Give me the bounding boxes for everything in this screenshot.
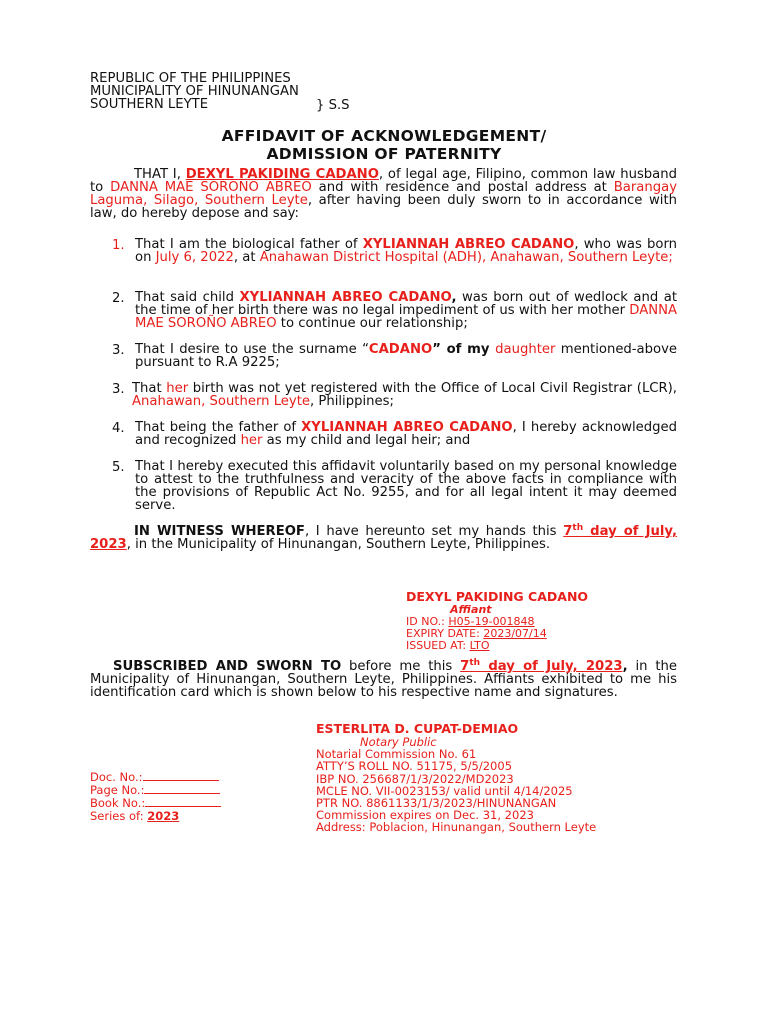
notary-role: Notary Public — [360, 735, 437, 749]
child-name: XYLIANNAH ABREO CADANO — [301, 420, 513, 435]
header-municipality: MUNICIPALITY OF HINUNANGAN — [90, 84, 299, 99]
series-year: 2023 — [147, 808, 180, 823]
item-text: , Philippines; — [310, 394, 394, 409]
child-name: XYLIANNAH ABREO CADANO — [362, 237, 575, 252]
notary-commission-expiry: Commission expires on Dec. 31, 2023 — [316, 808, 534, 823]
affiant-block — [406, 590, 588, 652]
relationship: daughter — [495, 342, 556, 357]
witness-day: 7 — [563, 524, 573, 539]
pronoun: her — [240, 433, 263, 448]
subscribed-text: before me this — [341, 659, 461, 674]
list-item — [132, 382, 677, 408]
doc-no — [90, 770, 221, 783]
page-no — [90, 783, 221, 796]
item-text: , I hereby acknowledged and recognized — [135, 420, 677, 448]
subscribed-month-year: day of July, 2023 — [480, 659, 623, 674]
item-text: That I hereby executed this affidavit voluntarily based on my personal knowledge to attest to the truthfulness and veracity of the above facts in compliance with the provisions of Republic Act No. 9255, and for all legal intent it may deemed serve. — [135, 459, 677, 513]
item-number: 3. — [112, 343, 125, 358]
document-header — [90, 72, 299, 111]
notary-mcle-no: MCLE NO. VII-0023153/ valid until 4/14/2025 — [316, 783, 573, 798]
surname: CADANO — [368, 342, 433, 357]
id-value: H05-19-001848 — [448, 615, 535, 628]
item-number: 2. — [112, 291, 125, 306]
expiry-label: EXPIRY DATE: — [406, 627, 484, 640]
witness-text: , I have hereunto set my hands this — [304, 524, 564, 539]
item-text: birth was not yet registered with the Office of Local Civil Registrar (LCR), — [188, 381, 677, 396]
item-text: That said child — [135, 290, 240, 305]
item-number: 1. — [112, 238, 125, 253]
list-item — [135, 291, 677, 330]
witness-text: , in the Municipality of Hinunangan, Southern Leyte, Philippines. — [126, 537, 551, 552]
issued-value: LTO — [469, 639, 490, 652]
birth-place: Anahawan District Hospital (ADH), Anahawan, Southern Leyte; — [259, 250, 673, 265]
notary-roll-no: ATTY’S ROLL NO. 51175, 5/5/2005 — [316, 759, 513, 774]
witness-paragraph — [90, 525, 677, 551]
list-item — [135, 343, 677, 369]
affiant-role: Affiant — [450, 603, 492, 616]
intro-text: and with residence and postal address at — [311, 180, 614, 195]
witness-lead: IN WITNESS WHEREOF — [134, 524, 305, 539]
residence-address: Barangay Laguma, Silago, Southern Leyte — [90, 180, 677, 208]
registry-place: Anahawan, Southern Leyte — [132, 394, 311, 409]
subscribed-lead: SUBSCRIBED AND SWORN TO — [113, 659, 342, 674]
page-no-label: Page No.: — [90, 783, 145, 798]
notary-name: ESTERLITA D. CUPAT-DEMIAO — [316, 721, 519, 736]
child-name: XYLIANNAH ABREO CADANO — [239, 290, 452, 305]
witness-month-year: day of July, 2023 — [90, 524, 677, 552]
item-number: 4. — [112, 421, 125, 436]
item-text: was born out of wedlock and at the time of her birth there was no legal impediment of us with her mother — [135, 290, 677, 318]
item-text: That I am the biological father of — [135, 237, 363, 252]
intro-text: , of legal age, Filipino, common law husband to — [90, 167, 677, 195]
mother-name: DANNA MAE SOROÑO ABREO — [135, 303, 677, 331]
witness-day-suffix: th — [572, 523, 584, 533]
item-text: , who was born on — [135, 237, 677, 265]
item-text: ” of my — [432, 342, 496, 357]
list-item — [135, 460, 677, 512]
title-line-1: AFFIDAVIT OF ACKNOWLEDGEMENT/ — [221, 127, 547, 145]
header-republic: REPUBLIC OF THE PHILIPPINES — [90, 71, 291, 86]
subscribed-text: in the Municipality of Hinunangan, Southern Leyte, Philippines. Affiants exhibited to me his identification card which is shown below to his respective name and signatures. — [90, 659, 678, 700]
birth-date: July 6, 2022 — [155, 250, 234, 265]
item-text: That — [132, 381, 167, 396]
intro-paragraph — [90, 168, 677, 220]
item-text: mentioned-above pursuant to R.A 9225; — [135, 342, 677, 370]
document-title — [0, 127, 768, 163]
doc-no-label: Doc. No.: — [90, 770, 143, 784]
item-text: , — [451, 290, 457, 305]
item-text: That I desire to use the surname “ — [135, 342, 369, 357]
partner-name: DANNA MAE SOROÑO ABREO — [110, 180, 312, 195]
item-text: That being the father of — [135, 420, 302, 435]
docinfo-block — [90, 770, 221, 822]
doc-no-blank[interactable] — [143, 770, 219, 781]
subscribed-text: , — [622, 659, 628, 674]
book-no-blank[interactable] — [145, 796, 221, 807]
notary-ptr-no: PTR NO. 8861133/1/3/2023/HINUNANGAN — [316, 796, 557, 811]
intro-text: , after having been duly sworn to in accordance with law, do hereby depose and say: — [90, 193, 677, 221]
item-text: as my child and legal heir; and — [262, 433, 471, 448]
expiry-value: 2023/07/14 — [483, 627, 547, 640]
item-number: 3. — [112, 382, 125, 397]
series-of — [90, 810, 221, 822]
list-item — [135, 421, 677, 447]
affiant-name: DEXYL PAKIDING CADANO — [406, 589, 589, 604]
item-number: 5. — [112, 460, 125, 475]
header-province: SOUTHERN LEYTE — [90, 97, 209, 112]
notary-block — [316, 722, 596, 834]
affiant-issued — [406, 640, 588, 652]
notary-ibp-no: IBP NO. 256687/1/3/2022/MD2023 — [316, 771, 514, 786]
series-label: Series of: — [90, 808, 148, 823]
page-no-blank[interactable] — [144, 783, 220, 794]
subscribed-day: 7 — [460, 659, 470, 674]
list-item — [135, 238, 677, 264]
subscribed-paragraph — [90, 660, 677, 699]
title-line-2: ADMISSION OF PATERNITY — [266, 145, 502, 163]
affiant-name-inline: DEXYL PAKIDING CADANO — [185, 167, 379, 182]
id-label: ID NO.: — [406, 615, 449, 628]
pronoun: her — [166, 381, 189, 396]
book-no-label: Book No.: — [90, 796, 146, 811]
item-text: to continue our relationship; — [276, 316, 468, 331]
notary-address: Address: Poblacion, Hinunangan, Southern Leyte — [316, 820, 597, 835]
item-text: , at — [233, 250, 260, 265]
intro-text: THAT I, — [134, 167, 186, 182]
issued-label: ISSUED AT: — [406, 639, 470, 652]
subscribed-day-suffix: th — [469, 658, 481, 668]
notary-commission: Notarial Commission No. 61 — [316, 747, 477, 762]
header-ss: } S.S — [316, 98, 350, 113]
